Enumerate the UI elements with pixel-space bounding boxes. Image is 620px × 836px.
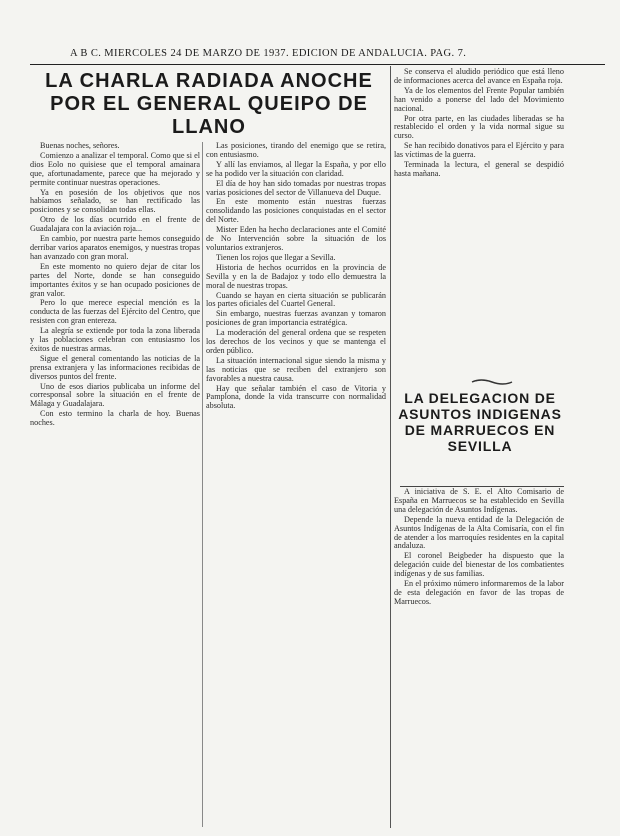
headline-line: LLANO xyxy=(172,116,246,138)
paragraph: Tienen los rojos que llegar a Sevilla. xyxy=(216,252,336,262)
paragraph: Y allí las enviamos, al llegar la España, y por ello se ha podido ver la situación con claridad. xyxy=(206,159,386,178)
paragraph: Se conserva el aludido periódico que está lleno de informaciones acerca del avance en España roja. xyxy=(394,68,564,85)
paragraph: Con esto termino la charla de hoy. Buenas noches. xyxy=(30,409,200,428)
paragraph: Sigue el general comentando las noticias de la prensa extranjera y las informaciones recibidas de diversos puntos del frente. xyxy=(30,353,200,381)
main-headline xyxy=(26,70,392,140)
paragraph: Se han recibido donativos para el Ejército y para las víctimas de la guerra. xyxy=(394,141,564,160)
header-rule xyxy=(30,64,605,65)
paragraph: La alegría se extiende por toda la zona liberada y las poblaciones celebran con entusiasmo los éxitos de nuestras armas. xyxy=(30,326,200,353)
paragraph: En cambio, por nuestra parte hemos conseguido derribar varios aparatos enemigos, y nuestras tropas han avanzado con gran moral. xyxy=(30,234,200,261)
paragraph: Hay que señalar también el caso de Vitoria y Pamplona, donde la vida transcurre con normalidad absoluta. xyxy=(206,383,386,411)
article-column-3 xyxy=(394,68,564,368)
paragraph: La moderación del general ordena que se respeten los derechos de los vecinos y que se mantenga el orden público. xyxy=(206,328,386,355)
article-column-1 xyxy=(30,142,200,827)
paragraph: Cuando se hayan en cierta situación se publicarán los partes oficiales del Cuartel General. xyxy=(206,290,386,309)
paragraph: Por otra parte, en las ciudades liberadas se ha restablecido el orden y la vida normal sigue su curso. xyxy=(394,113,564,141)
paragraph: En el próximo número informaremos de la labor de esta delegación en favor de las tropas de Marruecos. xyxy=(394,579,564,606)
paragraph: Ya en posesión de los objetivos que nos habíamos señalado, se han rectificado las posiciones y se consolidan todas ellas. xyxy=(30,187,200,215)
article-column-2 xyxy=(206,142,386,827)
headline-line: POR EL GENERAL QUEIPO DE xyxy=(50,93,368,115)
paragraph: El coronel Beigbeder ha dispuesto que la delegación cuide del bienestar de los combatientes indígenas y de sus familias. xyxy=(394,551,564,579)
second-headline xyxy=(392,390,568,484)
headline-line: LA CHARLA RADIADA ANOCHE xyxy=(45,70,373,92)
column-rule xyxy=(390,66,391,828)
paragraph: El día de hoy han sido tomadas por nuestras tropas varias posiciones del sector de Villanueva del Duque. xyxy=(206,178,386,197)
paragraph: La situación internacional sigue siendo la misma y las noticias que se reciben del extranjero son favorables a nuestra causa. xyxy=(206,355,386,383)
paragraph: Uno de esos diarios publicaba un informe del corresponsal sobre la situación en el frente de Málaga y Guadalajara. xyxy=(30,381,200,409)
ornament-divider xyxy=(470,378,514,386)
paragraph: Mister Eden ha hecho declaraciones ante el Comité de No Intervención sobre la situación de los voluntarios extranjeros. xyxy=(206,225,386,252)
paragraph: Depende la nueva entidad de la Delegación de Asuntos Indígenas de la Alta Comisaría, con el fin de atender a los marroquíes residentes en la capital andaluza. xyxy=(394,514,564,551)
paragraph: En este momento no quiero dejar de citar los partes del Norte, donde se han conseguido importantes éxitos y se han ocupado posiciones de gran valor. xyxy=(30,261,200,298)
headline-line: DE MARRUECOS EN xyxy=(404,422,556,438)
subhead-rule xyxy=(400,486,564,487)
paragraph: Otro de los días ocurrido en el frente de Guadalajara con la aviación roja... xyxy=(30,215,200,234)
paragraph: Comienzo a analizar el temporal. Como que si el dios Eolo no quisiese que el temporal amainara que, afortunadamente, parece que ha mejorado y permite continuar nuestras operaciones. xyxy=(30,150,200,187)
paragraph: A iniciativa de S. E. el Alto Comisario de España en Marruecos se ha establecido en Sevilla una delegación de Asuntos Indígenas. xyxy=(394,488,564,514)
headline-line: SEVILLA xyxy=(447,438,513,454)
paragraph: Historia de hechos ocurridos en la provincia de Sevilla y en la de Badajoz y todo ello demuestra la moral de nuestras tropas. xyxy=(206,262,386,290)
page-header: A B C. MIERCOLES 24 DE MARZO DE 1937. EDICION DE ANDALUCIA. PAG. 7. xyxy=(70,48,467,59)
paragraph: Terminada la lectura, el general se despidió hasta mañana. xyxy=(394,160,564,178)
paragraph: Las posiciones, tirando del enemigo que se retira, con entusiasmo. xyxy=(206,142,386,159)
paragraph: En este momento están nuestras fuerzas consolidando las posiciones conquistadas en el sector del Norte. xyxy=(206,197,386,225)
paragraph: Buenas noches, señores. xyxy=(40,142,120,150)
column-rule xyxy=(202,142,203,827)
paragraph: Ya de los elementos del Frente Popular también han venido a ponerse del lado del Movimiento nacional. xyxy=(394,85,564,113)
paragraph: Sin embargo, nuestras fuerzas avanzan y tomaron posiciones de gran importancia estratégica. xyxy=(206,309,386,328)
headline-line: LA DELEGACION DE xyxy=(404,390,556,406)
headline-line: ASUNTOS INDIGENAS xyxy=(398,406,562,422)
paragraph: Pero lo que merece especial mención es la conducta de las fuerzas del Ejército del Centro, que resisten con gran entereza. xyxy=(30,298,200,326)
second-article-column xyxy=(394,488,564,828)
